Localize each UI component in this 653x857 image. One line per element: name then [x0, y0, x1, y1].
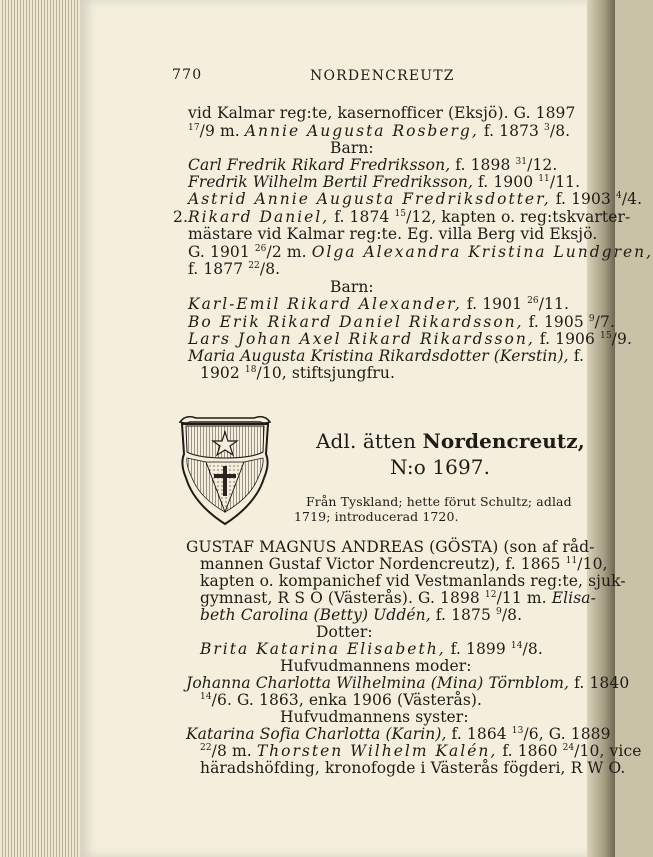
coat-of-arms-icon — [176, 412, 274, 530]
family-number: N:o 1697. — [390, 455, 491, 479]
subheading-barn: Barn: — [330, 278, 374, 296]
text-line: Carl Fredrik Rikard Fredriksson, f. 1898 $^{31}$/12. — [188, 156, 558, 174]
text-line: vid Kalmar reg:te, kasernofficer (Eksjö). G. 1897 — [188, 104, 576, 122]
subheading-sister: Hufvudmannens syster: — [280, 708, 469, 726]
text-line: mästare vid Kalmar reg:te. Eg. villa Berg vid Eksjö. — [188, 225, 598, 243]
text-line: häradshöfding, kronofogde i Västerås fögderi, R W O. — [200, 759, 626, 777]
page-number: 770 — [172, 67, 203, 83]
text-line: beth Carolina (Betty) Uddén, f. 1875 $^9$/8. — [200, 606, 523, 624]
text-line: Fredrik Wilhelm Bertil Fredriksson, f. 1900 $^{11}$/11. — [188, 173, 581, 191]
family-title: Adl. ätten Nordencreutz, — [316, 429, 585, 453]
text-line: Maria Augusta Kristina Rikardsdotter (Kerstin), f. — [188, 347, 585, 365]
family-origin: Från Tyskland; hette förut Schultz; adlad — [306, 494, 572, 509]
text-line: Brita Katarina Elisabeth, f. 1899 $^{14}$/8. — [200, 640, 543, 658]
text-line: mannen Gustaf Victor Nordencreutz), f. 1865 $^{11}$/10, — [200, 555, 608, 573]
subheading-dotter: Dotter: — [316, 623, 373, 641]
text-line: $^{22}$/8 m. Thorsten Wilhelm Kalén, f. 1860 $^{24}$/10, vice — [200, 742, 642, 760]
text-line: Lars Johan Axel Rikard Rikardsson, f. 1906 $^{15}$/9. — [188, 330, 632, 348]
subheading-barn: Barn: — [330, 139, 374, 157]
running-head: NORDENCREUTZ — [310, 68, 455, 84]
family-origin: 1719; introducerad 1720. — [294, 509, 459, 524]
text-line: $^{14}$/6. G. 1863, enka 1906 (Västerås). — [200, 691, 483, 709]
text-line: Katarina Sofia Charlotta (Karin), f. 1864 $^{13}$/6, G. 1889 — [186, 725, 611, 743]
text-line: 1902 $^{18}$/10, stiftsjungfru. — [200, 364, 396, 382]
text-line: 2.Rikard Daniel, f. 1874 $^{15}$/12, kapten o. reg:tskvarter- — [173, 208, 631, 226]
text-line: $^{17}$/9 m. Annie Augusta Rosberg, f. 1873 $^3$/8. — [188, 122, 571, 140]
text-line: Astrid Annie Augusta Fredriksdotter, f. 1903 $^4$/4. — [188, 190, 643, 208]
text-line: gymnast, R S O (Västerås). G. 1898 $^{12}$/11 m. Elisa- — [200, 589, 596, 607]
text-line: Bo Erik Rikard Daniel Rikardsson, f. 1905 $^9$/7. — [188, 313, 615, 331]
book-page — [80, 0, 653, 857]
text-line: f. 1877 $^{22}$/8. — [188, 260, 281, 278]
book-page-edges — [0, 0, 80, 857]
text-line: G. 1901 $^{26}$/2 m. Olga Alexandra Kristina Lundgren, — [188, 243, 653, 261]
text-line: kapten o. kompanichef vid Vestmanlands reg:te, sjuk- — [200, 572, 626, 590]
text-line: Karl-Emil Rikard Alexander, f. 1901 $^{26}$/11. — [188, 295, 570, 313]
text-line: Johanna Charlotta Wilhelmina (Mina) Törnblom, f. 1840 — [186, 674, 630, 692]
subheading-mother: Hufvudmannens moder: — [280, 657, 472, 675]
text-line: GUSTAF MAGNUS ANDREAS (GÖSTA) (son af råd- — [186, 538, 595, 556]
